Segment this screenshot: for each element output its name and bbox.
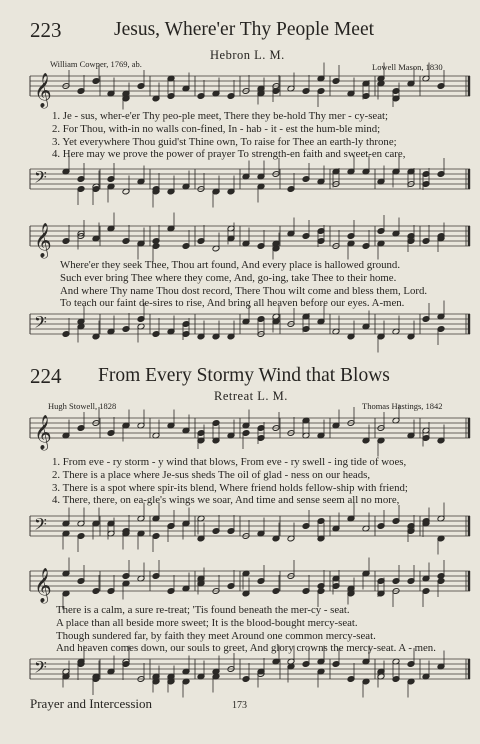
lyric-line: 4. There, there, on ea-gle's wings we soar, And time and sense seem all no more, xyxy=(52,494,400,507)
music-credit: Lowell Mason, 1830 xyxy=(372,62,443,72)
lyric-line: A place than all beside more sweet; It is the blood-bought mercy-seat. xyxy=(56,616,358,629)
staff-system xyxy=(30,163,470,203)
words-credit: Hugh Stowell, 1828 xyxy=(48,401,117,411)
treble-clef-icon: 𝄞 xyxy=(34,415,52,450)
lyric-line: And where Thy name Thou dost record, There Thou wilt come and bless them, Lord. xyxy=(60,284,428,297)
bass-clef-icon: 𝄢 xyxy=(34,312,47,336)
bass-clef-icon: 𝄢 xyxy=(34,514,47,538)
lyric-line: 2. For Thou, with-in no walls con-fined, In - hab - it - est the hum-ble mind; xyxy=(52,122,381,135)
page-number: 173 xyxy=(232,700,247,711)
music-credit: Thomas Hastings, 1842 xyxy=(362,401,443,411)
lyric-line: To teach our faint de-sires to rise, And bring all heaven before our eyes. A-men. xyxy=(60,297,405,310)
treble-clef-icon: 𝄞 xyxy=(34,223,52,258)
hymn-title: From Every Stormy Wind that Blows xyxy=(98,365,390,386)
stanza-block-2a xyxy=(52,456,408,507)
treble-clef-icon: 𝄞 xyxy=(34,73,52,108)
stanza-block-1b xyxy=(60,259,427,310)
tune-name: Retreat L. M. xyxy=(214,389,288,403)
staff-system xyxy=(30,220,470,260)
lyric-line: Though sundered far, by faith they meet Around one common mercy-seat. xyxy=(56,629,376,642)
section-title: Prayer and Intercession xyxy=(30,696,153,711)
bass-clef-icon: 𝄢 xyxy=(34,167,47,191)
staff-system xyxy=(30,510,470,550)
lyric-line: 3. Yet everywhere Thou guid'st Thine own, To raise for Thee an earth-ly throne; xyxy=(52,135,397,148)
tune-name: Hebron L. M. xyxy=(210,48,285,62)
lyric-line: 1. Je - sus, wher-e'er Thy peo-ple meet, There they be-hold Thy mer - cy-seat; xyxy=(52,110,389,122)
lyric-line: And heaven comes down, our souls to greet, And glory crowns the mercy-seat. A - men. xyxy=(56,642,436,655)
lyric-line: 4. Here may we prove the power of prayer To strength-en faith and sweet-en care, xyxy=(52,148,406,161)
lyric-line: 2. There is a place where Je-sus sheds The oil of glad - ness on our heads, xyxy=(52,468,371,481)
lyric-line: 3. There is a spot where spir-its blend, Where friend holds fellow-ship with friend; xyxy=(52,481,408,494)
hymn-title: Jesus, Where'er Thy People Meet xyxy=(114,19,375,40)
staff-system xyxy=(30,412,470,452)
words-credit: William Cowper, 1769, ab. xyxy=(50,59,142,69)
staff-system xyxy=(30,565,470,605)
lyric-line: There is a calm, a sure re-treat; 'Tis found beneath the mer-cy - seat. xyxy=(56,604,350,616)
hymn-number: 224 xyxy=(30,364,62,388)
lyric-line: 1. From eve - ry storm - y wind that blows, From eve - ry swell - ing tide of woes, xyxy=(52,456,407,468)
lyric-line: Such ever bring Thee where they come, And, go-ing, take Thee to their home. xyxy=(60,271,397,284)
bass-clef-icon: 𝄢 xyxy=(34,657,47,681)
staff-system xyxy=(30,308,470,348)
treble-clef-icon: 𝄞 xyxy=(34,568,52,603)
hymn-number: 223 xyxy=(30,18,62,42)
lyric-line: Where'er they seek Thee, Thou art found, And every place is hallowed ground. xyxy=(60,259,401,271)
stanza-block-1a xyxy=(52,110,405,161)
stanza-block-2b xyxy=(56,604,436,655)
staff-system xyxy=(30,70,470,110)
staff-system xyxy=(30,653,470,693)
